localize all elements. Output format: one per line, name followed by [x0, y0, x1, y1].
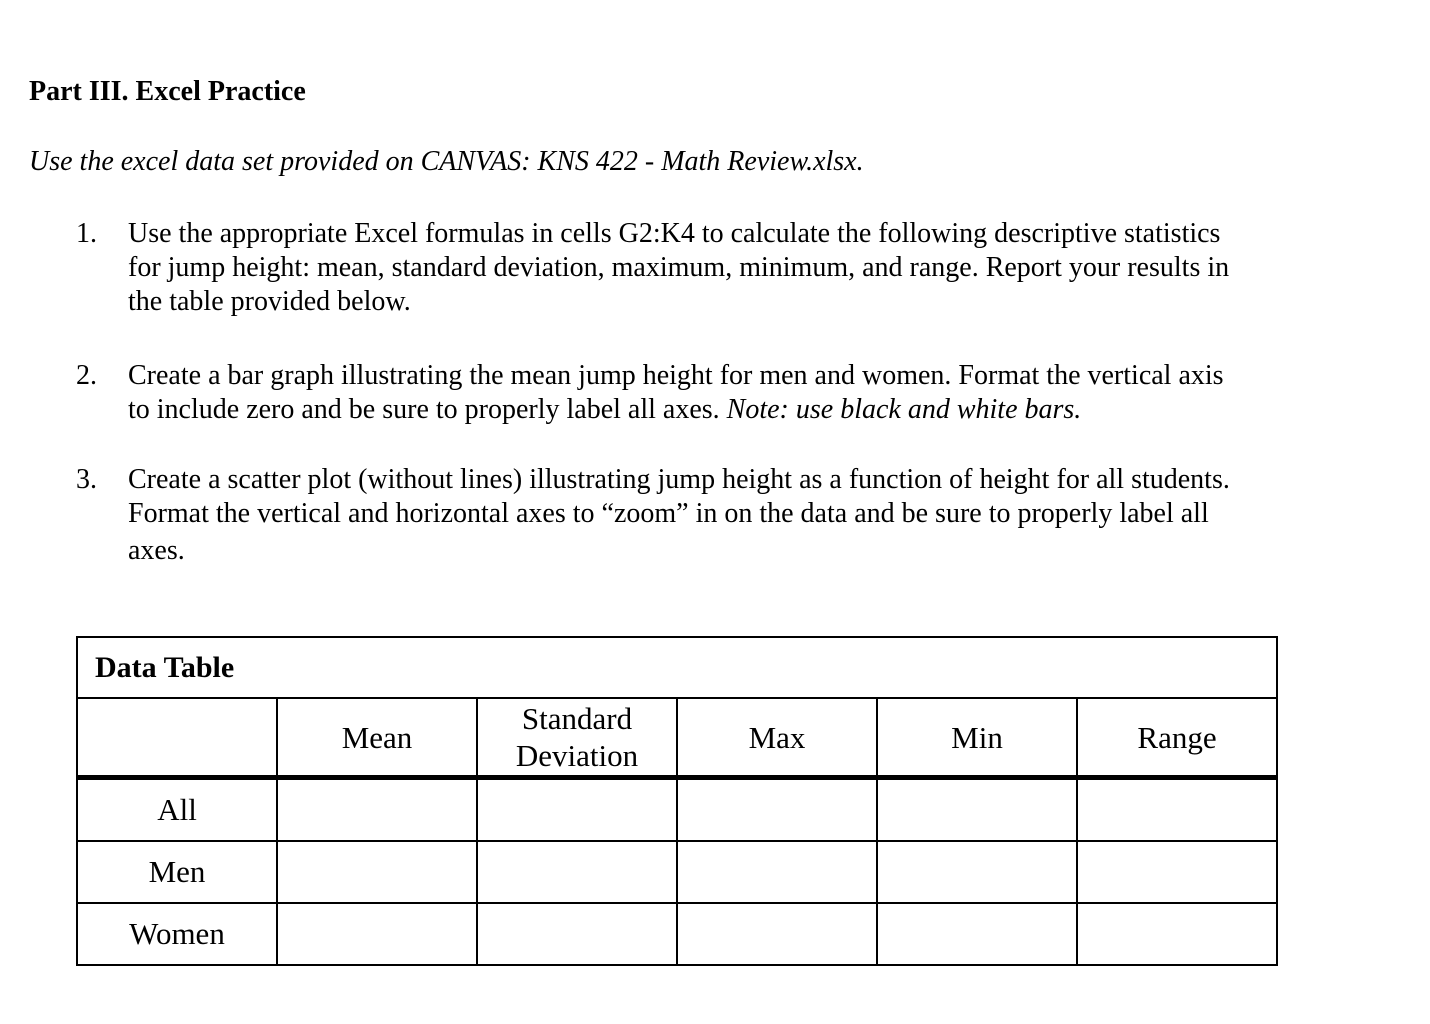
- list-item-text: [128, 359, 1346, 427]
- cell-men-max: [677, 841, 877, 903]
- section-heading: Part III. Excel Practice: [29, 76, 306, 107]
- cell-women-mean: [277, 903, 477, 965]
- table-row: [77, 778, 1277, 842]
- cell-women-max: [677, 903, 877, 965]
- list-item-number: 1.: [76, 218, 97, 249]
- cell-all-min: [877, 778, 1077, 842]
- list-item-number: 2.: [76, 360, 97, 391]
- list-item-line: axes.: [128, 535, 185, 566]
- header-min: Min: [877, 698, 1077, 778]
- instruction-text: Use the excel data set provided on CANVAS: KNS 422 - Math Review.xlsx.: [29, 146, 864, 177]
- cell-men-range: [1077, 841, 1277, 903]
- header-std-line-1: Standard: [521, 701, 633, 736]
- table-header-row: [77, 698, 1277, 778]
- cell-men-mean: [277, 841, 477, 903]
- cell-all-range: [1077, 778, 1277, 842]
- list-item-number: 3.: [76, 464, 97, 495]
- cell-men-standard-deviation: [477, 841, 677, 903]
- list-item-text: [128, 463, 1346, 568]
- table-title-row: [77, 637, 1277, 698]
- row-label-men: Men: [77, 841, 277, 903]
- list-item-line: the table provided below.: [128, 286, 411, 317]
- list-item-line: Create a bar graph illustrating the mean jump height for men and women. Format the vertical axis: [128, 360, 1224, 391]
- list-item-text: [128, 217, 1346, 319]
- row-label-women: Women: [77, 903, 277, 965]
- header-std-line-2: Deviation: [515, 738, 639, 773]
- header-standard-deviation: [477, 698, 677, 778]
- cell-all-standard-deviation: [477, 778, 677, 842]
- list-item-line-plain: to include zero and be sure to properly label all axes.: [128, 394, 727, 425]
- cell-all-max: [677, 778, 877, 842]
- header-blank-cell: [77, 698, 277, 778]
- list-item-line: for jump height: mean, standard deviation, maximum, minimum, and range. Report your results in: [128, 252, 1230, 283]
- list-item-line: [128, 393, 1346, 427]
- list-item-note: Note: use black and white bars.: [726, 394, 1082, 425]
- list-item-line: Format the vertical and horizontal axes to “zoom” in on the data and be sure to properly label all: [128, 498, 1209, 529]
- cell-men-min: [877, 841, 1077, 903]
- header-max: Max: [677, 698, 877, 778]
- cell-women-standard-deviation: [477, 903, 677, 965]
- list-item-line: Create a scatter plot (without lines) illustrating jump height as a function of height for all students.: [128, 464, 1230, 495]
- row-label-all: All: [77, 778, 277, 842]
- cell-women-min: [877, 903, 1077, 965]
- header-range: Range: [1077, 698, 1277, 778]
- list-item-line: Use the appropriate Excel formulas in cells G2:K4 to calculate the following descriptive statistics: [128, 218, 1221, 249]
- cell-women-range: [1077, 903, 1277, 965]
- header-mean: Mean: [277, 698, 477, 778]
- table-row: [77, 841, 1277, 903]
- table-title: Data Table: [77, 637, 1277, 698]
- table-row: [77, 903, 1277, 965]
- data-table: [76, 636, 1278, 966]
- cell-all-mean: [277, 778, 477, 842]
